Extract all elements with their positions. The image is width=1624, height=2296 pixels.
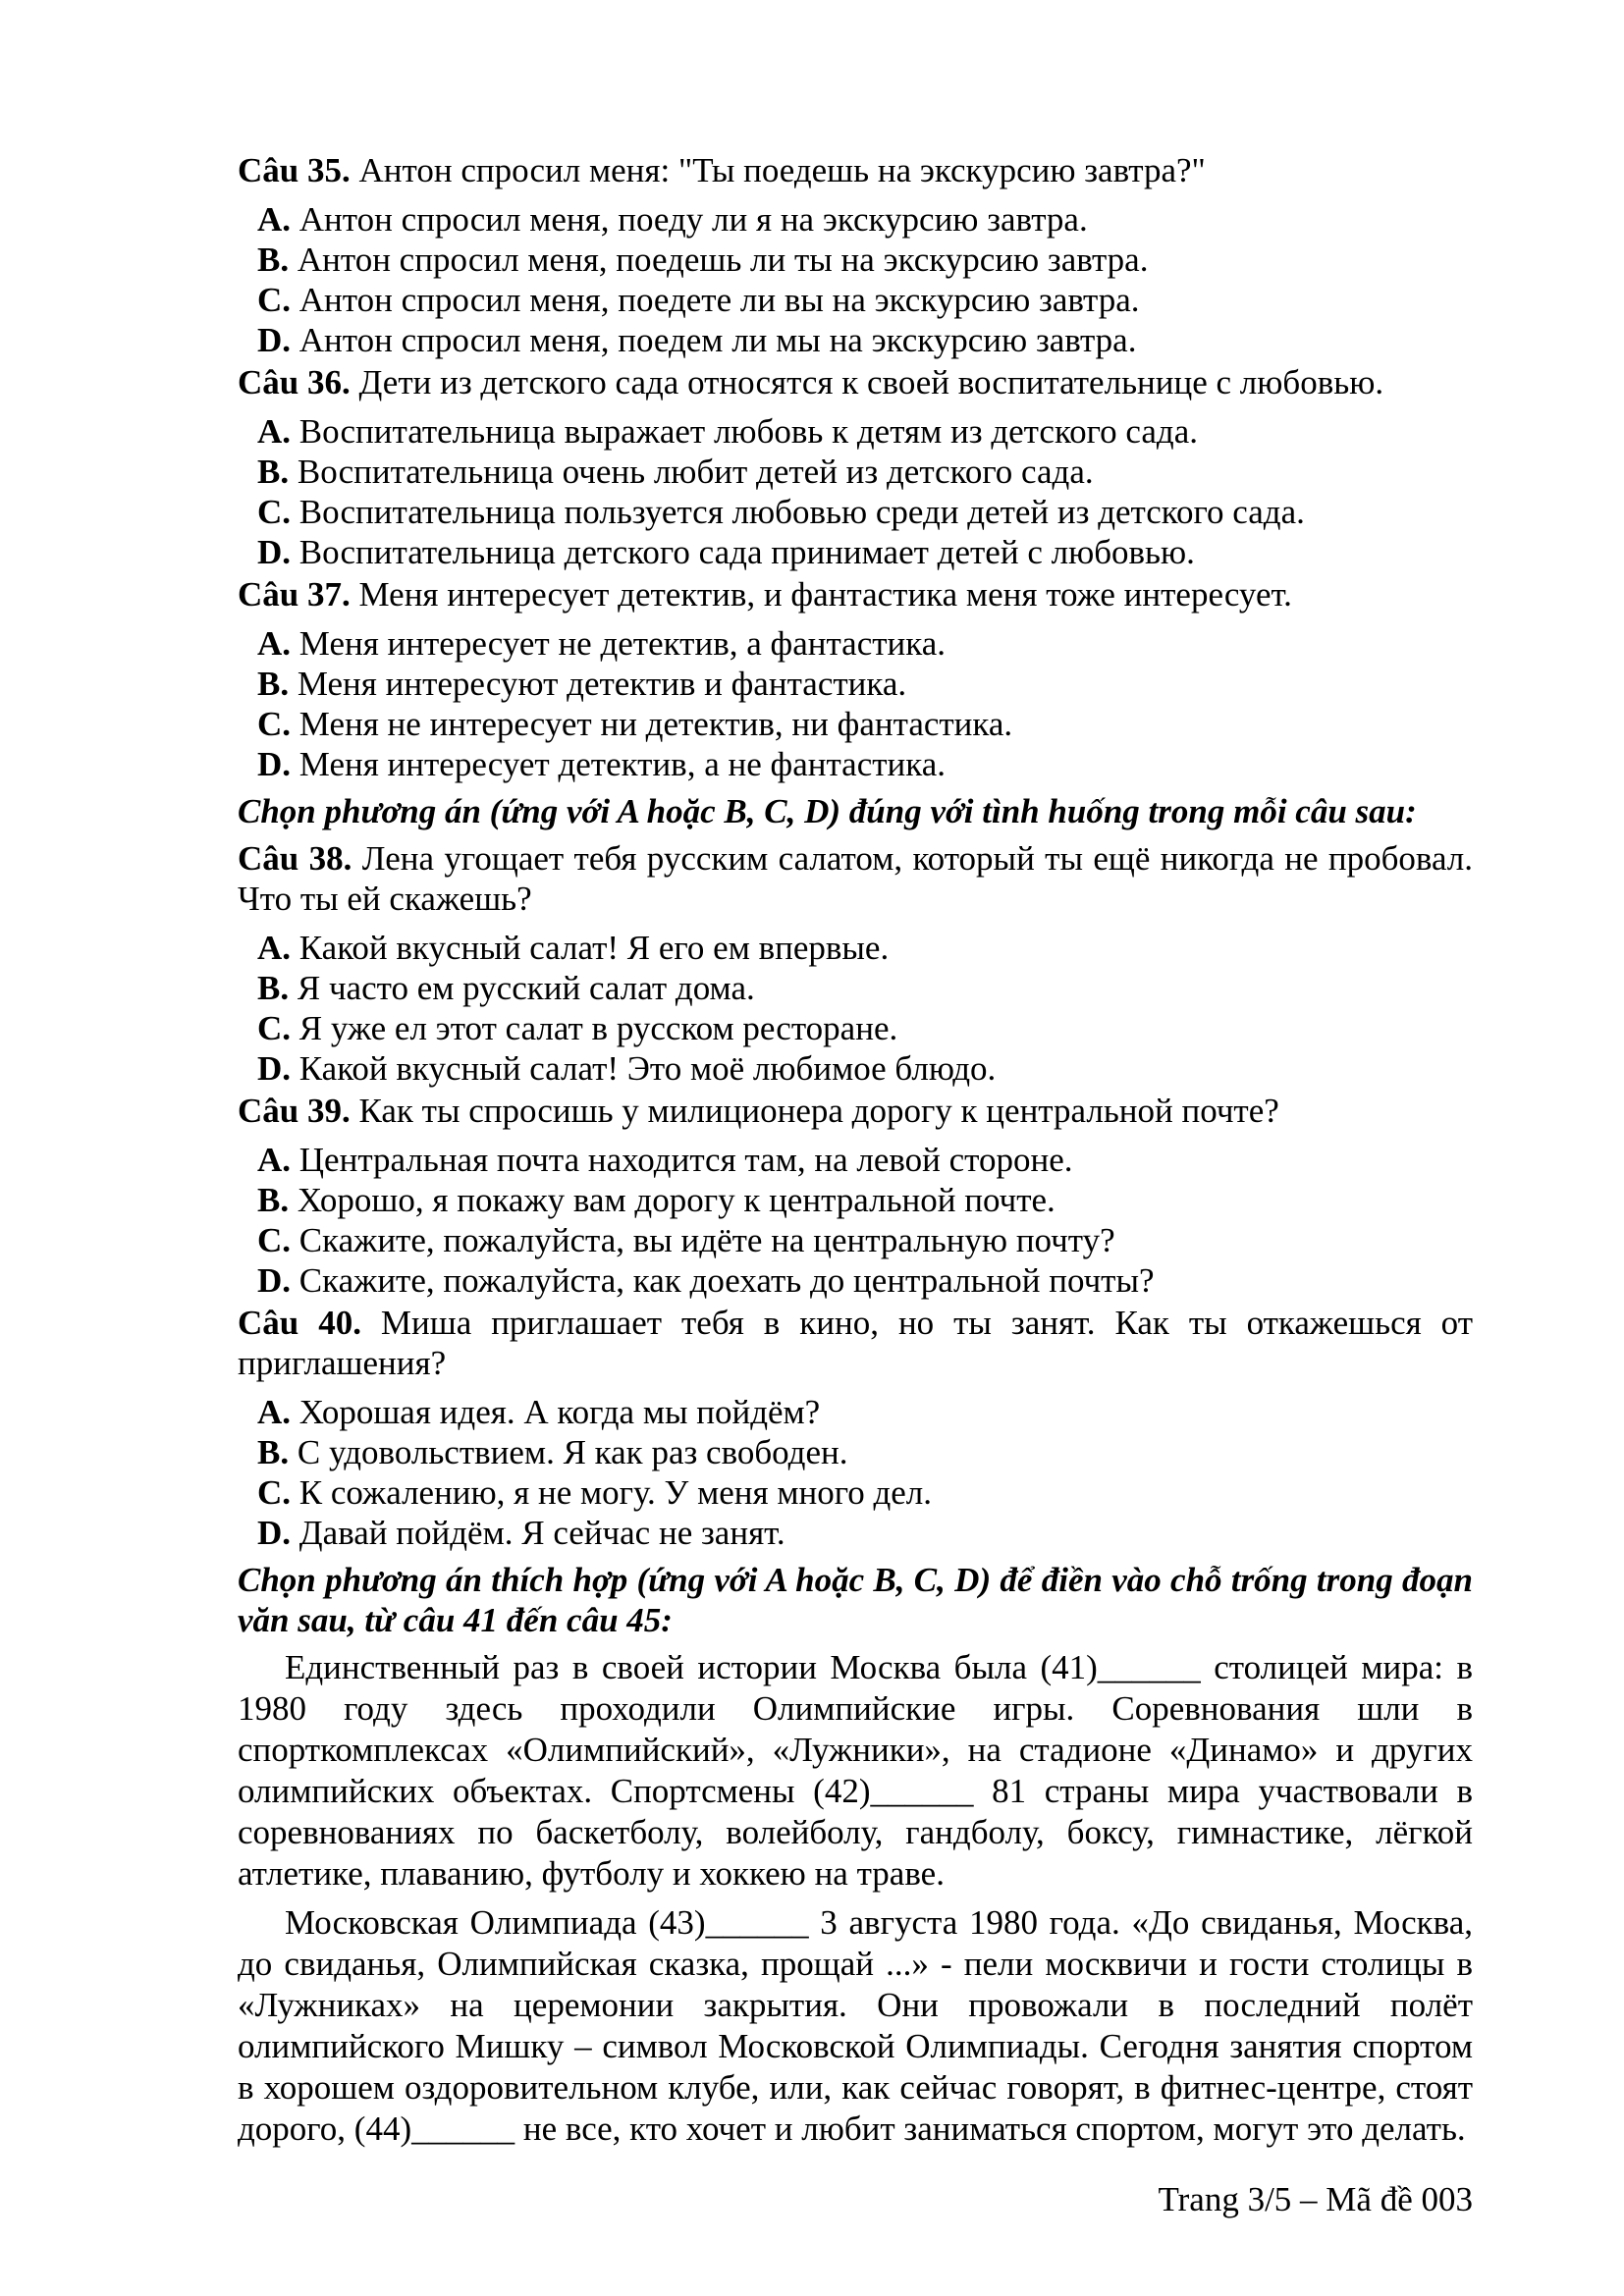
question-35-option-c [238,280,1473,320]
option-letter: C. [257,1009,292,1047]
question-35-label: Câu 35. [238,151,351,189]
question-37-option-d [238,744,1473,784]
question-36-option-c [238,492,1473,532]
option-text: Меня интересует не детектив, а фантастика. [298,624,947,663]
option-letter: B. [257,665,290,703]
question-40-option-b [238,1432,1473,1472]
option-text: Центральная почта находится там, на левой стороне. [298,1141,1073,1179]
option-letter: D. [257,745,292,783]
question-38-title [238,838,1473,919]
question-37-title [238,574,1473,614]
option-letter: A. [257,929,292,967]
question-39-label: Câu 39. [238,1092,351,1130]
question-37-label: Câu 37. [238,575,351,614]
option-text: Антон спросил меня, поедем ли мы на экскурсию завтра. [298,321,1137,359]
option-text: Воспитательница очень любит детей из детского сада. [297,453,1094,491]
question-35 [238,150,1473,360]
option-letter: B. [257,240,290,279]
option-letter: C. [257,1221,292,1259]
passage-paragraph-1: Единственный раз в своей истории Москва была (41)______ столицей мира: в 1980 году здесь проходили Олимпийские игры. Соревнования шли в спорткомплексах «Олимпийский», «Лужники», на стадионе «Динамо» и других олимпийских объектах. Спортсмены (42)______ 81 страны мира участвовали в соревнованиях по баскетболу, волейболу, гандболу, боксу, гимнастике, лёгкой атлетике, плаванию, футболу и хоккею на траве. [238,1648,1473,1893]
option-text: Антон спросил меня, поеду ли я на экскурсию завтра. [298,200,1088,239]
passage-paragraph-2: Московская Олимпиада (43)______ 3 августа 1980 года. «До свиданья, Москва, до свиданья, Олимпийская сказка, прощай ...» - пели москвичи и гости столицы в «Лужниках» на церемонии закрытия. Они провожали в последний полёт олимпийского Мишку – символ Московской Олимпиады. Сегодня занятия спортом в хорошем оздоровительном клубе, или, как сейчас говорят, в фитнес-центре, стоят дорого, (44)______ не все, кто хочет и любит заниматься спортом, могут это делать. [238,1903,1473,2148]
option-letter: C. [257,705,292,743]
question-36-option-d [238,532,1473,572]
question-38-option-a [238,928,1473,968]
option-text: Давай пойдём. Я сейчас не занят. [298,1514,785,1552]
option-text: С удовольствием. Я как раз свободен. [297,1433,848,1471]
option-text: Меня не интересует ни детектив, ни фантастика. [298,705,1013,743]
question-39-title [238,1091,1473,1131]
option-text: Воспитательница пользуется любовью среди детей из детского сада. [298,493,1305,531]
question-38-option-d [238,1048,1473,1089]
option-text: Хорошо, я покажу вам дорогу к центральной почте. [297,1181,1056,1219]
question-38-option-b [238,968,1473,1008]
question-36-text: Дети из детского сада относятся к своей воспитательнице с любовью. [358,363,1384,401]
option-letter: A. [257,1141,292,1179]
option-letter: D. [257,533,292,571]
question-38 [238,838,1473,1089]
option-letter: D. [257,1514,292,1552]
option-text: Воспитательница детского сада принимает детей с любовью. [298,533,1195,571]
option-letter: A. [257,624,292,663]
question-36-label: Câu 36. [238,363,351,401]
question-39-option-b [238,1180,1473,1220]
option-text: Я часто ем русский салат дома. [297,969,755,1007]
question-40-option-d [238,1513,1473,1553]
option-letter: A. [257,412,292,451]
option-text: Хорошая идея. А когда мы пойдём? [298,1393,821,1431]
question-37-option-c [238,704,1473,744]
question-35-title [238,150,1473,190]
question-38-option-c [238,1008,1473,1048]
option-letter: D. [257,1049,292,1088]
option-text: Меня интересует детектив, а не фантастика. [298,745,947,783]
question-39-option-a [238,1140,1473,1180]
question-39 [238,1091,1473,1301]
question-35-option-a [238,199,1473,240]
option-text: Антон спросил меня, поедешь ли ты на экскурсию завтра. [297,240,1149,279]
question-37-option-b [238,664,1473,704]
option-letter: B. [257,969,290,1007]
question-39-text: Как ты спросишь у милиционера дорогу к центральной почте? [358,1092,1279,1130]
option-letter: A. [257,200,292,239]
question-40-option-c [238,1472,1473,1513]
question-38-text: Лена угощает тебя русским салатом, который ты ещё никогда не пробовал. Что ты ей скажешь? [238,839,1474,918]
question-39-option-d [238,1260,1473,1301]
question-36-title [238,362,1473,402]
option-text: Какой вкусный салат! Я его ем впервые. [298,929,890,967]
cloze-passage [238,1647,1473,2150]
option-text: Я уже ел этот салат в русском ресторане. [298,1009,898,1047]
option-letter: A. [257,1393,292,1431]
option-text: Меня интересуют детектив и фантастика. [297,665,907,703]
question-40-title [238,1303,1473,1383]
option-text: Воспитательница выражает любовь к детям из детского сада. [298,412,1198,451]
question-38-label: Câu 38. [238,839,352,878]
option-letter: C. [257,1473,292,1512]
question-40-text: Миша приглашает тебя в кино, но ты занят. Как ты откажешься от приглашения? [238,1304,1474,1382]
option-letter: D. [257,321,292,359]
option-text: К сожалению, я не могу. У меня много дел. [298,1473,932,1512]
question-36 [238,362,1473,572]
option-letter: C. [257,281,292,319]
option-text: Какой вкусный салат! Это моё любимое блюдо. [298,1049,997,1088]
question-37-option-a [238,623,1473,664]
question-35-option-b [238,240,1473,280]
question-35-text: Антон спросил меня: "Ты поедешь на экскурсию завтра?" [358,151,1206,189]
option-letter: B. [257,1433,290,1471]
question-35-option-d [238,320,1473,360]
question-39-option-c [238,1220,1473,1260]
question-36-option-a [238,411,1473,452]
page-footer: Trang 3/5 – Mã đề 003 [1158,2180,1473,2218]
option-letter: C. [257,493,292,531]
question-40 [238,1303,1473,1553]
option-letter: B. [257,1181,290,1219]
question-36-option-b [238,452,1473,492]
section-header-cloze: Chọn phương án thích hợp (ứng với A hoặc B, C, D) để điền vào chỗ trống trong đoạn văn sau, từ câu 41 đến câu 45: [238,1561,1473,1639]
option-text: Антон спросил меня, поедете ли вы на экскурсию завтра. [298,281,1140,319]
question-37-text: Меня интересует детектив, и фантастика меня тоже интересует. [358,575,1292,614]
option-text: Скажите, пожалуйста, вы идёте на центральную почту? [298,1221,1115,1259]
question-37 [238,574,1473,784]
option-text: Скажите, пожалуйста, как доехать до центральной почты? [298,1261,1155,1300]
option-letter: D. [257,1261,292,1300]
section-header-situations: Chọn phương án (ứng với A hoặc B, C, D) đúng với tình huống trong mỗi câu sau: [238,792,1417,830]
question-40-label: Câu 40. [238,1304,361,1342]
option-letter: B. [257,453,290,491]
question-40-option-a [238,1392,1473,1432]
